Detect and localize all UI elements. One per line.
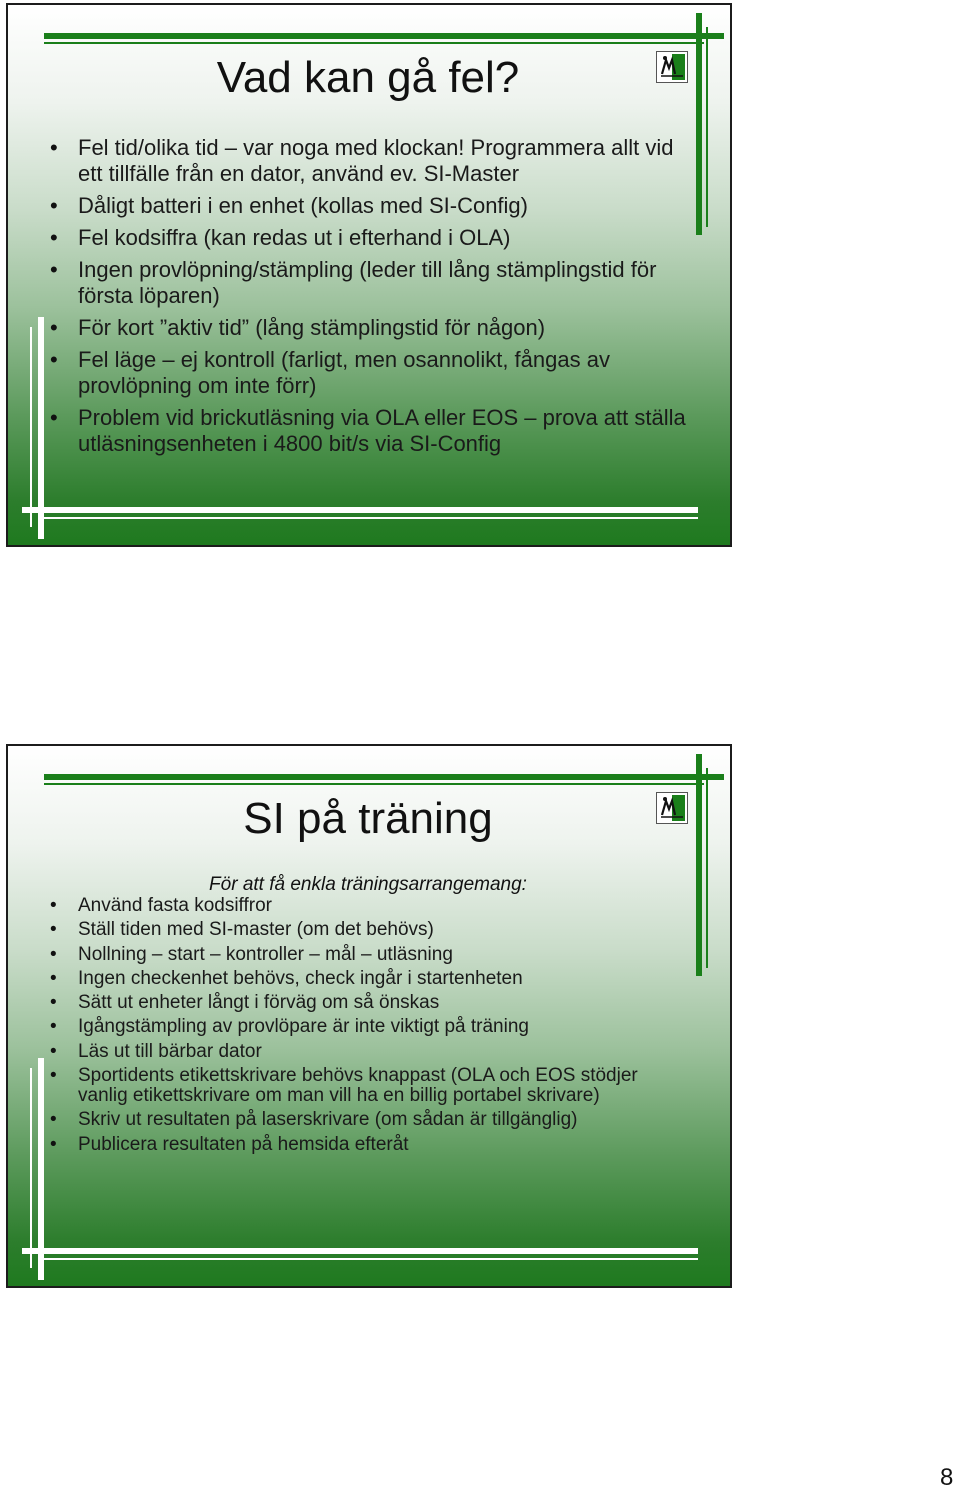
frame-line [44,42,704,44]
frame-line [38,1258,698,1260]
slide-title: SI på träning [243,794,493,843]
frame-line [44,783,704,785]
list-item: • Nollning – start – kontroller – mål – utläsning [48,945,688,965]
list-item: • Fel tid/olika tid – var noga med klockan! Programmera allt vid ett tillfälle från en dator, använd ev. SI-Master [48,135,688,187]
slide-title: Vad kan gå fel? [216,53,520,102]
frame-line [696,13,702,235]
list-item: • Ingen provlöpning/stämpling (leder till lång stämplingstid för första löparen) [48,257,688,309]
bullet-list [48,135,688,463]
list-item: • Läs ut till bärbar dator [48,1042,688,1062]
list-item: • Publicera resultaten på hemsida efteråt [48,1135,688,1155]
page-number: 8 [940,1464,954,1491]
frame-line [38,517,698,519]
list-item: • Skriv ut resultaten på laserskrivare (om sådan är tillgänglig) [48,1110,688,1130]
list-item: • Använd fasta kodsiffror [48,896,688,916]
list-item: • Ställ tiden med SI-master (om det behövs) [48,920,688,940]
list-item: • Fel läge – ej kontroll (farligt, men osannolikt, fångas av provlöpning om inte förr) [48,347,688,399]
frame-line [22,1248,698,1254]
frame-line [44,33,724,39]
list-item: • Fel kodsiffra (kan redas ut i efterhand i OLA) [48,225,688,251]
list-item: • För kort ”aktiv tid” (lång stämplingstid för någon) [48,315,688,341]
slide-1 [6,3,732,547]
frame-line [44,774,724,780]
list-item: • Sätt ut enheter långt i förväg om så önskas [48,993,688,1013]
frame-line [22,507,698,513]
frame-line [696,754,702,976]
list-item: • Sportidents etikettskrivare behövs knappast (OLA och EOS stödjer vanlig etikettskrivare om man vill ha en billig portabel skrivare) [48,1066,688,1106]
frame-line [30,327,32,527]
frame-line [38,317,44,539]
list-item: • Problem vid brickutläsning via OLA eller EOS – prova att ställa utläsningsenheten i 4800 bit/s via SI-Config [48,405,688,457]
slide-2 [6,744,732,1288]
frame-line [38,1058,44,1280]
slide-subtitle: För att få enkla träningsarrangemang: [209,874,527,895]
list-item: • Dåligt batteri i en enhet (kollas med SI-Config) [48,193,688,219]
list-item: • Igångstämpling av provlöpare är inte viktigt på träning [48,1017,688,1037]
bullet-list [48,896,688,1159]
list-item: • Ingen checkenhet behövs, check ingår i startenheten [48,969,688,989]
frame-line [30,1068,32,1268]
